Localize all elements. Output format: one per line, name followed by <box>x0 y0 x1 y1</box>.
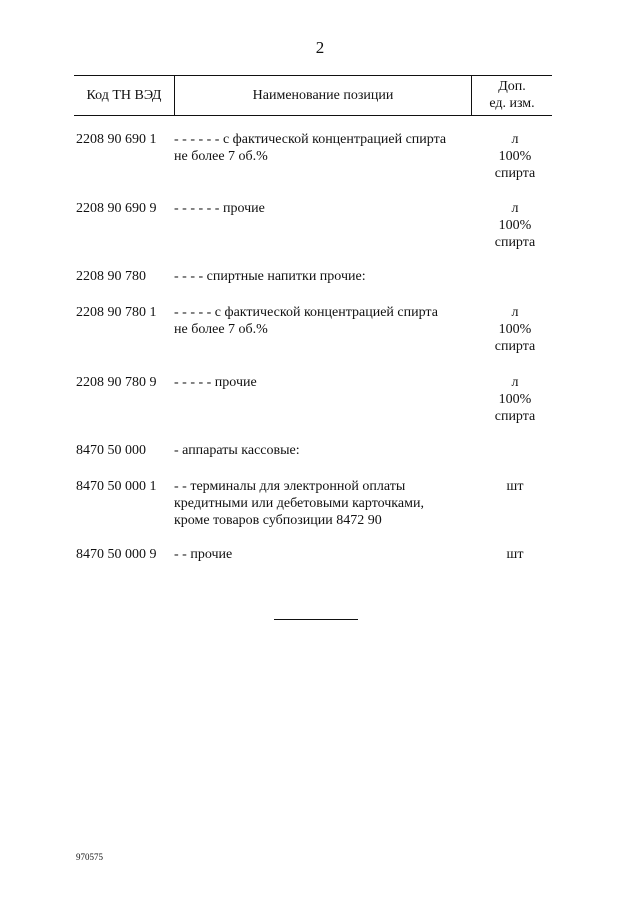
row-unit-line: 100% <box>498 322 532 337</box>
row-unit <box>478 374 552 425</box>
row-name <box>174 268 474 285</box>
header-unit-line1: Доп. <box>498 79 526 94</box>
footer-document-code: 970575 <box>76 852 103 862</box>
row-unit-line: спирта <box>494 166 536 181</box>
row-unit <box>478 131 552 182</box>
row-name-line: - - терминалы для электронной оплаты <box>174 479 406 494</box>
row-unit-line: спирта <box>494 235 536 250</box>
row-unit <box>478 200 552 251</box>
row-unit-line: 100% <box>498 149 532 164</box>
row-name-line: - - прочие <box>174 547 233 562</box>
table-header <box>74 75 552 116</box>
page-number: 2 <box>315 38 325 57</box>
row-code: 8470 50 000 9 <box>76 547 157 562</box>
row-name-line: кредитными или дебетовыми карточками, <box>174 496 424 511</box>
row-name-line: - - - - - с фактической концентрацией спирта <box>174 305 438 320</box>
header-unit-line2: ед. изм. <box>489 96 535 111</box>
row-name-line: кроме товаров субпозиции 8472 90 <box>174 513 382 528</box>
row-unit-line: 100% <box>498 392 532 407</box>
row-name <box>174 304 474 338</box>
row-unit <box>478 546 552 563</box>
row-name <box>174 200 474 217</box>
row-name-line: - - - - - - с фактической концентрацией спирта <box>174 132 447 147</box>
row-code: 2208 90 780 1 <box>76 305 157 320</box>
row-unit-line: шт <box>506 547 524 562</box>
row-name <box>174 546 474 563</box>
row-code: 2208 90 690 9 <box>76 201 157 216</box>
end-separator-line <box>274 619 358 620</box>
row-name <box>174 131 474 165</box>
row-code: 8470 50 000 <box>76 443 146 458</box>
row-code: 2208 90 690 1 <box>76 132 157 147</box>
row-code: 8470 50 000 1 <box>76 479 157 494</box>
row-name-line: - аппараты кассовые: <box>174 443 300 458</box>
row-unit-line: 100% <box>498 218 532 233</box>
row-unit-line: спирта <box>494 339 536 354</box>
row-name-line: не более 7 об.% <box>174 322 268 337</box>
row-name-line: - - - - - - прочие <box>174 201 265 216</box>
header-unit <box>472 78 552 112</box>
row-name <box>174 374 474 391</box>
row-name-line: - - - - - прочие <box>174 375 257 390</box>
row-unit-line: шт <box>506 479 524 494</box>
row-code: 2208 90 780 <box>76 269 146 284</box>
row-name <box>174 478 474 529</box>
row-unit-line: л <box>511 375 519 390</box>
row-unit-line: л <box>511 201 519 216</box>
row-name <box>174 442 474 459</box>
row-name-line: не более 7 об.% <box>174 149 268 164</box>
header-name: Наименование позиции <box>252 88 394 103</box>
row-unit <box>478 478 552 495</box>
row-unit-line: л <box>511 305 519 320</box>
header-code: Код ТН ВЭД <box>86 88 162 103</box>
row-unit-line: спирта <box>494 409 536 424</box>
row-code: 2208 90 780 9 <box>76 375 157 390</box>
row-name-line: - - - - спиртные напитки прочие: <box>174 269 366 284</box>
row-unit-line: л <box>511 132 519 147</box>
row-unit <box>478 304 552 355</box>
